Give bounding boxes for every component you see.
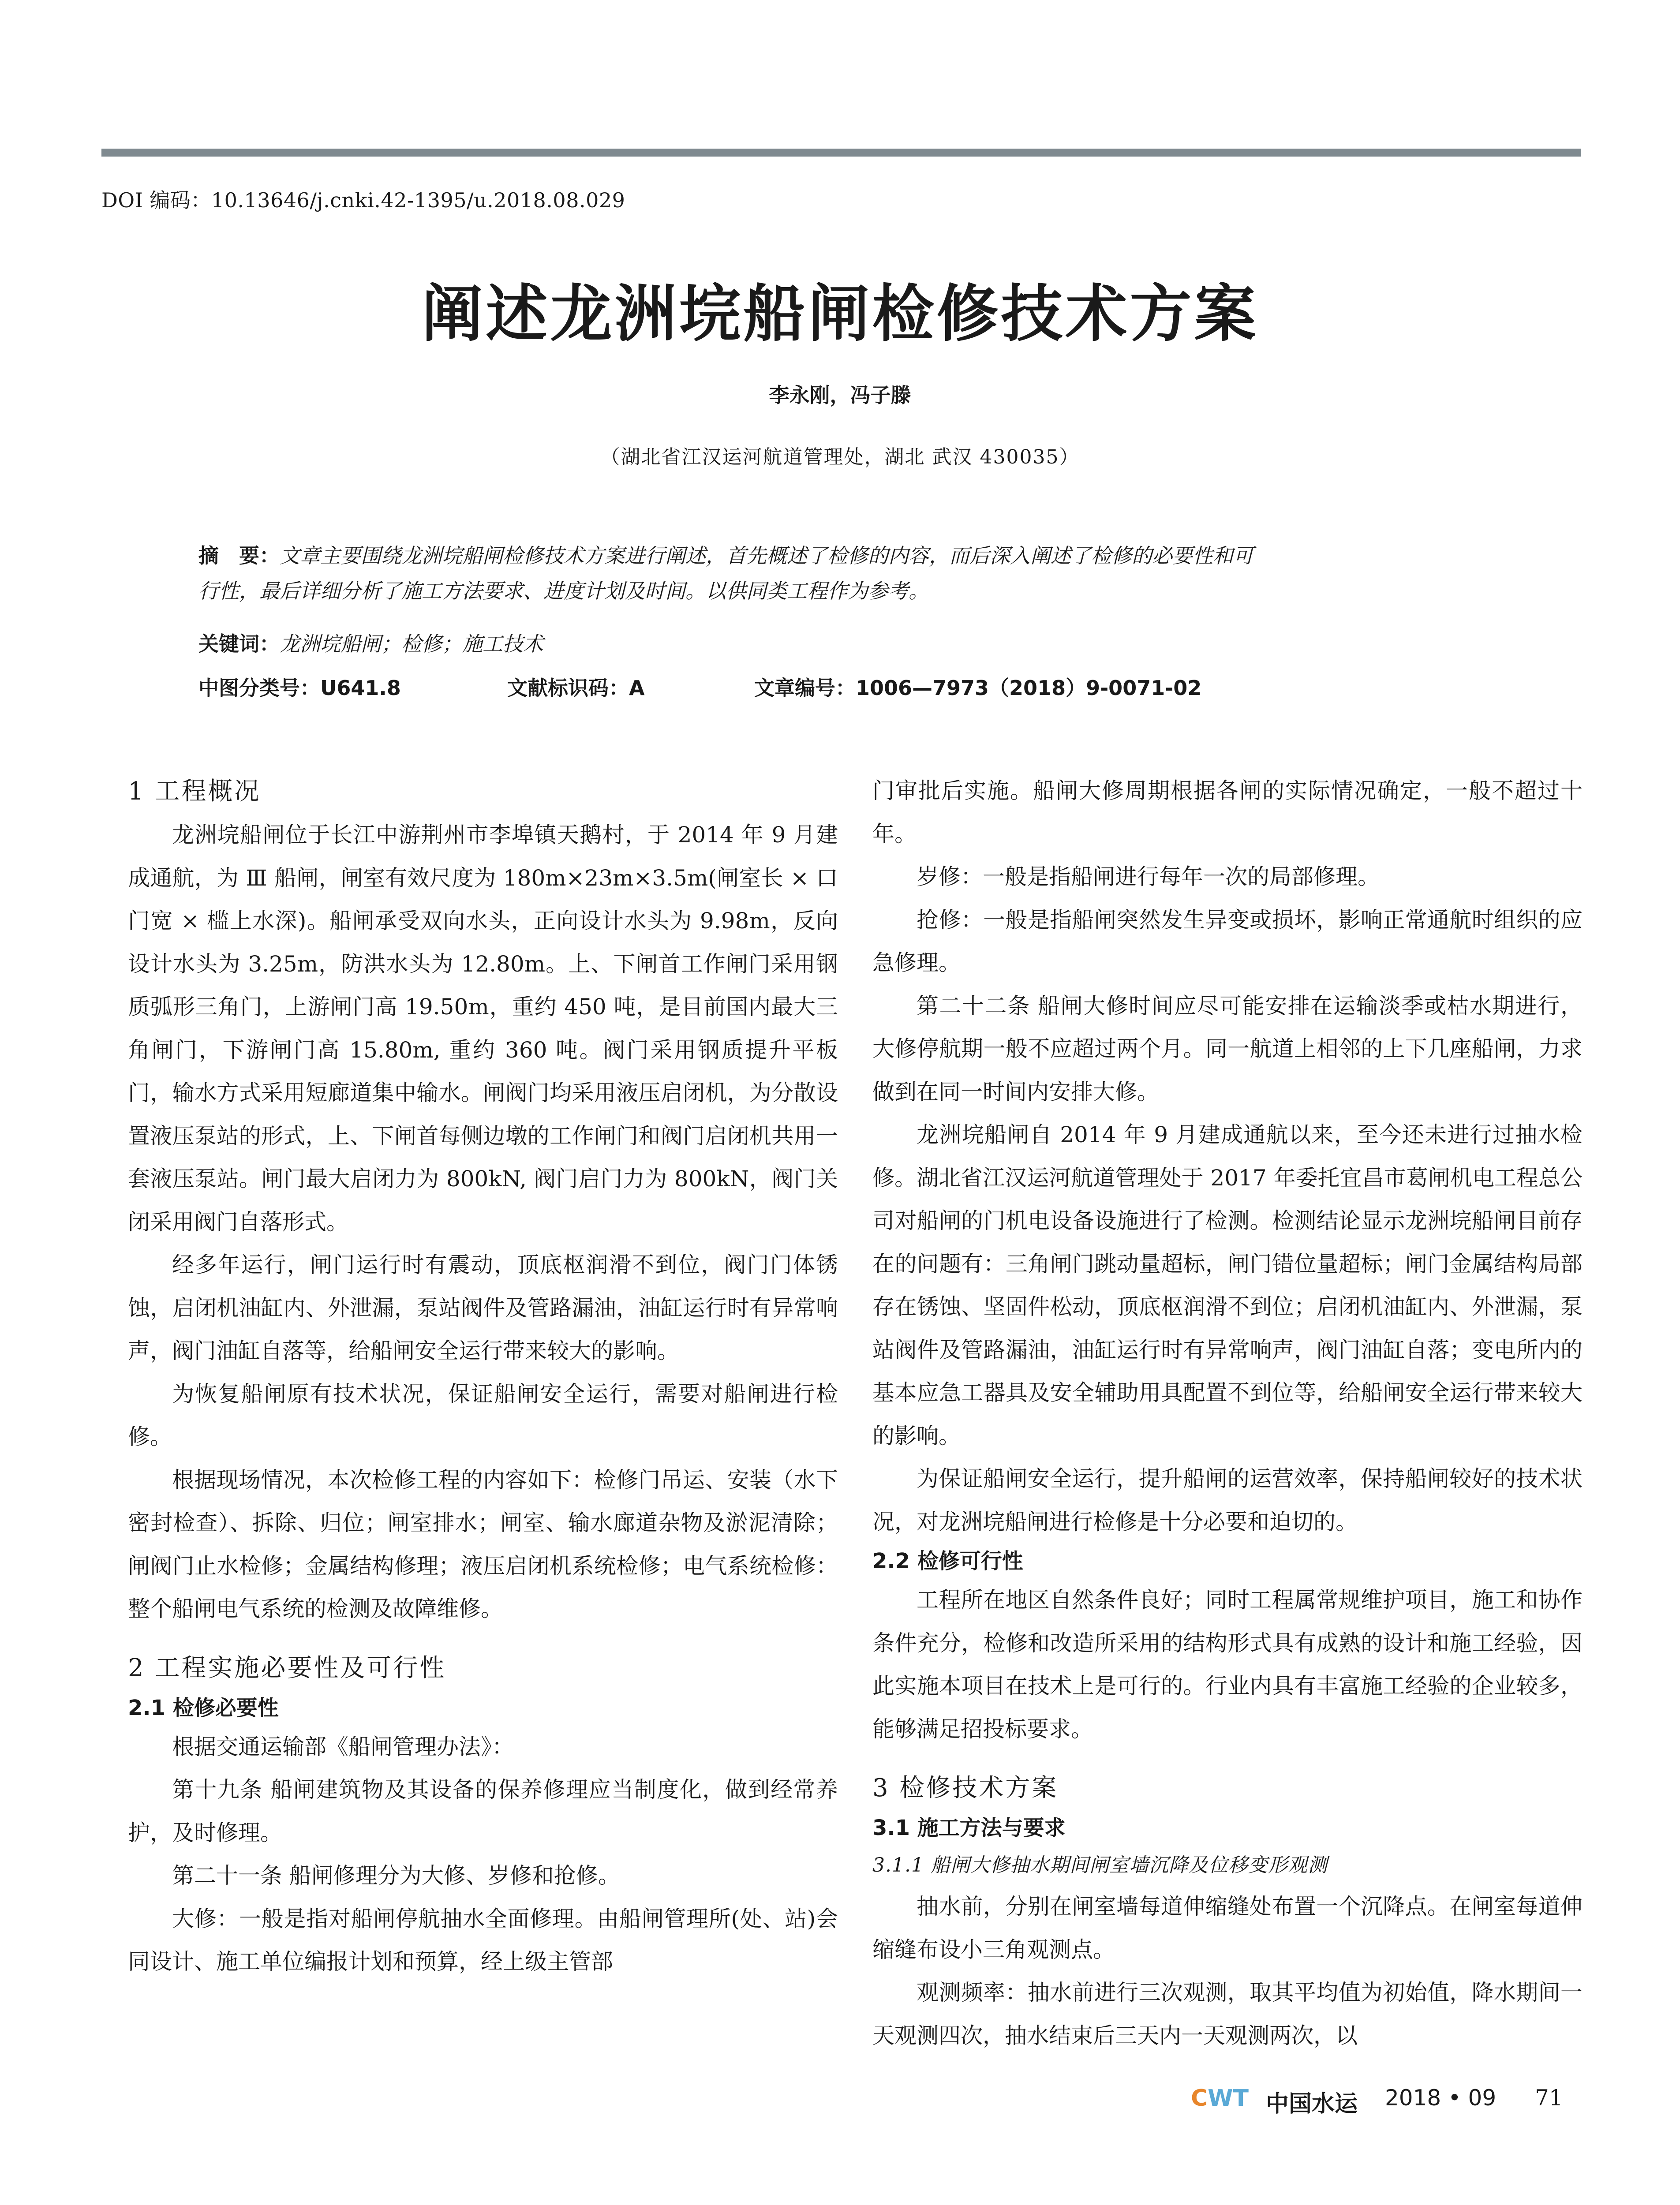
article-number: 文章编号：1006—7973（2018）9-0071-02	[754, 676, 1202, 700]
paragraph: 工程所在地区自然条件良好；同时工程属常规维护项目，施工和协作条件充分，检修和改造所采用的结构形式具有成熟的设计和施工经验，因此实施本项目在技术上是可行的。行业内具有丰富施工经验的企业较多，能够满足招投标要求。	[872, 1587, 1583, 1742]
paragraph: 观测频率：抽水前进行三次观测，取其平均值为初始值，降水期间一天观测四次，抽水结束后三天内一天观测两次，以	[872, 1980, 1583, 2048]
right-column	[872, 770, 1583, 2057]
page-number: 71	[1535, 2085, 1563, 2111]
journal-logo	[1191, 2085, 1249, 2112]
keywords-label: 关键词：	[198, 632, 280, 656]
logo-letters-wt: WT	[1208, 2085, 1249, 2112]
paragraph: 抽水前，分别在闸室墙每道伸缩缝处布置一个沉降点。在闸室每道伸缩缝布设小三角观测点。	[872, 1894, 1583, 1962]
section-3-heading: 3 检修技术方案	[872, 1774, 1059, 1802]
abstract-text-1: 文章主要围绕龙洲垸船闸检修技术方案进行阐述，首先概述了检修的内容，而后深入阐述了检修的必要性和可	[280, 544, 1253, 568]
journal-name: 中国水运	[1266, 2090, 1358, 2117]
paragraph: 第二十一条 船闸修理分为大修、岁修和抢修。	[172, 1863, 620, 1888]
keywords-text: 龙洲垸船闸；检修；施工技术	[280, 632, 543, 656]
logo-letter-c: C	[1191, 2085, 1208, 2112]
paragraph: 第二十二条 船闸大修时间应尽可能安排在运输淡季或枯水期进行，大修停航期一般不应超过两个月。同一航道上相邻的上下几座船闸，力求做到在同一时间内安排大修。	[872, 993, 1583, 1105]
doi-line: DOI 编码：10.13646/j.cnki.42-1395/u.2018.08.029	[101, 188, 625, 212]
affiliation: （湖北省江汉运河航道管理处，湖北 武汉 430035）	[600, 446, 1080, 468]
paragraph: 为保证船闸安全运行，提升船闸的运营效率，保持船闸较好的技术状况，对龙洲垸船闸进行检修是十分必要和迫切的。	[872, 1466, 1583, 1535]
paragraph: 大修：一般是指对船闸停航抽水全面修理。由船闸管理所(处、站)会同设计、施工单位编报计划和预算，经上级主管部	[128, 1906, 838, 1974]
issue-number: 2018 • 09	[1385, 2085, 1497, 2111]
section-2-heading: 2 工程实施必要性及可行性	[128, 1653, 446, 1682]
paragraph: 龙洲垸船闸位于长江中游荆州市李埠镇天鹅村，于 2014 年 9 月建成通航，为 Ⅲ 船闸，闸室有效尺度为 180m×23m×3.5m(闸室长 × 口门宽 × 槛上水深)。船闸承受双向水头，正向设计水头为 9.98m，反向设计水头为 3.25m，防洪水头为 12.80m。上、下闸首工作闸门采用钢质弧形三角门，上游闸门高 19.50m，重约 450 吨，是目前国内最大三角闸门，下游闸门高 15.80m, 重约 360 吨。阀门采用钢质提升平板门，输水方式采用短廊道集中输水。闸阀门均采用液压启闭机，为分散设置液压泵站的形式，上、下闸首每侧边墩的工作闸门和阀门启闭机共用一套液压泵站。闸门最大启闭力为 800kN, 阀门启门力为 800kN，阀门关闭采用阀门自落形式。	[128, 822, 838, 1235]
left-column	[128, 770, 838, 1984]
section-2-1-heading: 2.1 检修必要性	[128, 1695, 279, 1720]
authors: 李永刚，冯子滕	[769, 383, 911, 407]
paragraph: 龙洲垸船闸自 2014 年 9 月建成通航以来，至今还未进行过抽水检修。湖北省江汉运河航道管理处于 2017 年委托宜昌市葛闸机电工程总公司对船闸的门机电设备设施进行了检测。检测结论显示龙洲垸船闸目前存在的问题有：三角闸门跳动量超标，闸门错位量超标；闸门金属结构局部存在锈蚀、坚固件松动，顶底枢润滑不到位；启闭机油缸内、外泄漏，泵站阀件及管路漏油，油缸运行时有异常响声，阀门油缸自落；变电所内的基本应急工器具及安全辅助用具配置不到位等，给船闸安全运行带来较大的影响。	[872, 1122, 1583, 1449]
paragraph: 经多年运行，闸门运行时有震动，顶底枢润滑不到位，阀门门体锈蚀，启闭机油缸内、外泄漏，泵站阀件及管路漏油，油缸运行时有异常响声，阀门油缸自落等，给船闸安全运行带来较大的影响。	[128, 1252, 838, 1364]
paragraph: 为恢复船闸原有技术状况，保证船闸安全运行，需要对船闸进行检修。	[128, 1381, 838, 1450]
abstract-label: 摘 要：	[198, 544, 280, 568]
abstract	[198, 538, 1500, 609]
abstract-line-1	[198, 538, 1500, 573]
section-3-1-heading: 3.1 施工方法与要求	[872, 1816, 1066, 1840]
paragraph: 根据交通运输部《船闸管理办法》：	[172, 1734, 514, 1760]
document-code: 文献标识码：A	[507, 676, 645, 700]
clc-number: 中图分类号：U641.8	[198, 676, 401, 700]
page-footer	[1191, 2085, 1563, 2120]
paragraph: 门审批后实施。船闸大修周期根据各闸的实际情况确定，一般不超过十年。	[872, 778, 1583, 847]
paragraph: 根据现场情况，本次检修工程的内容如下：检修门吊运、安装（水下密封检查）、拆除、归位；闸室排水；闸室、输水廊道杂物及淤泥清除；闸阀门止水检修；金属结构修理；液压启闭机系统检修；电气系统检修：整个船闸电气系统的检测及故障维修。	[128, 1467, 838, 1622]
section-1-heading: 1 工程概况	[128, 777, 261, 806]
abstract-text-2: 行性，最后详细分析了施工方法要求、进度计划及时间。以供同类工程作为参考。	[198, 579, 929, 603]
article-title: 阐述龙洲垸船闸检修技术方案	[421, 278, 1259, 350]
paragraph: 岁修：一般是指船闸进行每年一次的局部修理。	[917, 864, 1380, 889]
header-rule	[101, 149, 1581, 157]
section-2-2-heading: 2.2 检修可行性	[872, 1549, 1023, 1573]
paragraph: 抢修：一般是指船闸突然发生异变或损坏，影响正常通航时组织的应急修理。	[872, 907, 1583, 975]
section-3-1-1-heading: 3.1.1 船闸大修抽水期间闸室墙沉降及位移变形观测	[872, 1854, 1328, 1876]
paragraph: 第十九条 船闸建筑物及其设备的保养修理应当制度化，做到经常养护，及时修理。	[128, 1777, 838, 1846]
keywords	[198, 626, 1500, 662]
